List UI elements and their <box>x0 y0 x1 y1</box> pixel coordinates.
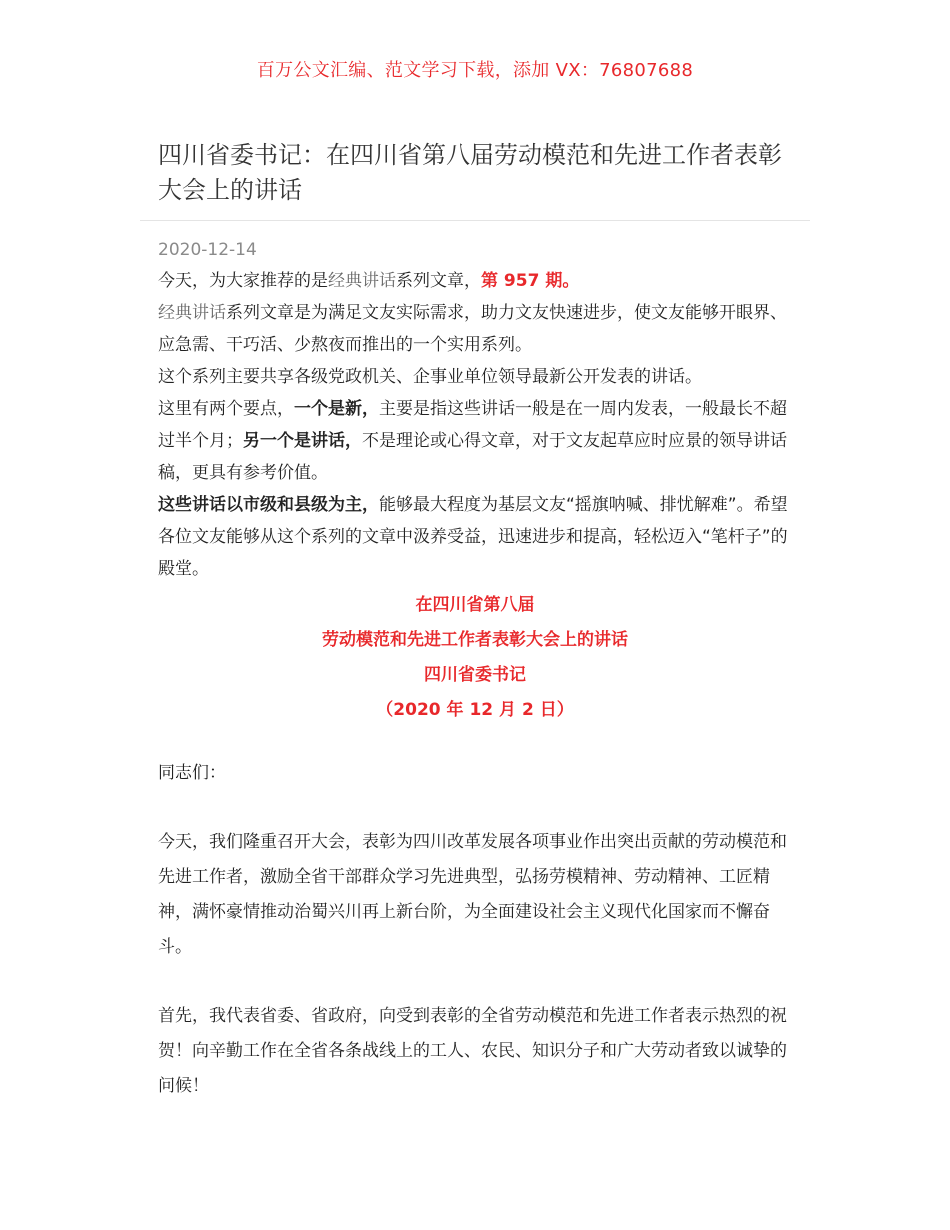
intro-paragraph <box>158 393 798 489</box>
speech-paragraph-2 <box>158 999 796 1104</box>
series-name: 经典讲话 <box>158 303 226 323</box>
intro-paragraph <box>158 297 798 361</box>
speech-paragraph-text: 今天，我们隆重召开大会，表彰为四川改革发展各项事业作出突出贡献的劳动模范和先进工作者，激励全省干部群众学习先进典型，弘扬劳模精神、劳动精神、工匠精神，满怀豪情推动治蜀兴川再上新台阶，为全面建设社会主义现代化国家而不懈奋斗。 <box>158 832 787 957</box>
series-intro <box>158 265 798 585</box>
intro-paragraph <box>158 265 798 297</box>
salutation <box>158 756 796 791</box>
intro-text: 主要是指这些讲话一般是在一周内发表，一般最长不超过半个月； <box>158 399 787 451</box>
intro-text: 这里有两个要点， <box>158 399 294 419</box>
speech-heading <box>158 588 792 728</box>
intro-text: 系列文章是为满足文友实际需求，助力文友快速进步，使文友能够开眼界、应急需、干巧活、少熬夜而推出的一个实用系列。 <box>158 303 787 355</box>
intro-text: 能够最大程度为基层文友“摇旗呐喊、排忧解难”。希望各位文友能够从这个系列的文章中汲养受益，迅速进步和提高，轻松迈入“笔杆子”的殿堂。 <box>158 495 788 579</box>
speech-date: （2020 年 12 月 2 日） <box>376 700 574 720</box>
speaker-title: 四川省委书记 <box>424 665 526 685</box>
key-point: 这些讲话以市级和县级为主， <box>158 495 379 515</box>
promo-banner: 百万公文汇编、范文学习下载，添加 VX：76807688 <box>256 60 694 81</box>
publish-date: 2020-12-14 <box>158 240 257 260</box>
issue-number: 第 957 期。 <box>481 271 580 291</box>
speech-heading-line: 劳动模范和先进工作者表彰大会上的讲话 <box>322 630 628 650</box>
intro-paragraph <box>158 489 798 585</box>
intro-text: 系列文章， <box>396 271 481 291</box>
intro-text: 今天，为大家推荐的是 <box>158 271 328 291</box>
intro-paragraph: 这个系列主要共享各级党政机关、企事业单位领导最新公开发表的讲话。 <box>158 367 702 387</box>
salutation-text: 同志们： <box>158 763 226 783</box>
intro-text: 不是理论或心得文章，对于文友起草应时应景的领导讲话稿，更具有参考价值。 <box>158 431 787 483</box>
title-divider <box>140 220 810 221</box>
series-name: 经典讲话 <box>328 271 396 291</box>
speech-paragraph-text: 首先，我代表省委、省政府，向受到表彰的全省劳动模范和先进工作者表示热烈的祝贺！向辛勤工作在全省各条战线上的工人、农民、知识分子和广大劳动者致以诚挚的问候！ <box>158 1006 787 1096</box>
key-point: 另一个是讲话， <box>243 431 362 451</box>
speech-heading-line: 在四川省第八届 <box>415 595 535 615</box>
key-point: 一个是新， <box>294 399 379 419</box>
article-title: 四川省委书记：在四川省第八届劳动模范和先进工作者表彰大会上的讲话 <box>158 141 782 204</box>
speech-paragraph-1 <box>158 825 796 965</box>
